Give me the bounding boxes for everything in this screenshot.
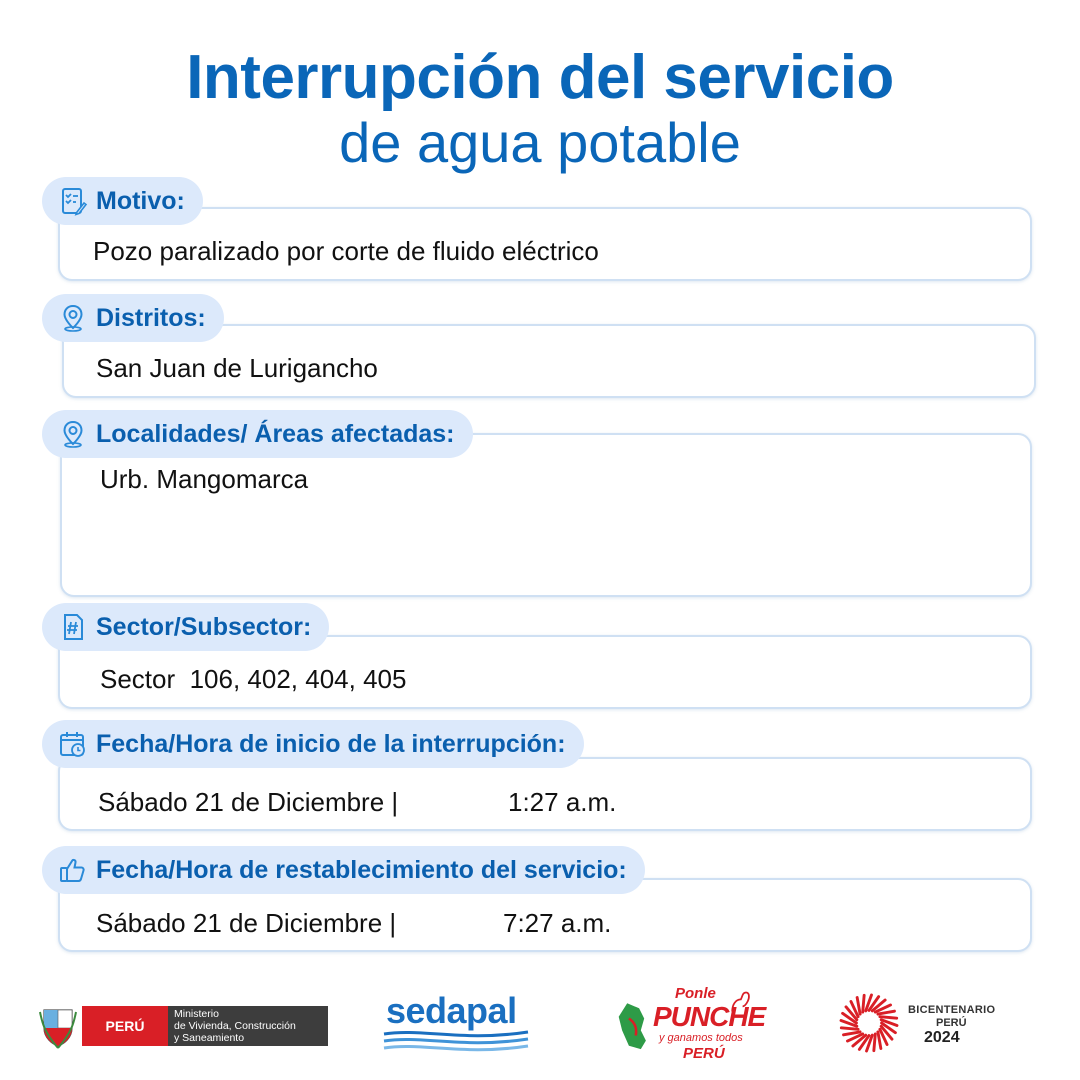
location-pin-icon: [58, 303, 88, 333]
sector-pill: [42, 603, 329, 651]
distritos-pill: [42, 294, 224, 342]
inicio-date: Sábado 21 de Diciembre |: [98, 787, 399, 817]
location-pin-icon: [58, 419, 88, 449]
ganamos-text: y ganamos todos: [659, 1032, 743, 1044]
bicentenario-label: BICENTENARIO: [908, 1004, 996, 1016]
localidades-value: Urb. Mangomarca: [100, 464, 309, 494]
ponle-text: Ponle: [675, 985, 716, 1002]
sedapal-wordmark: sedapal: [386, 990, 517, 1031]
peru-map-icon: [617, 999, 651, 1055]
restablecimiento-label: Fecha/Hora de restablecimiento del servicio:: [96, 855, 627, 884]
ministerio-box: [168, 1006, 328, 1046]
page-subtitle: de agua potable: [339, 111, 741, 174]
page-title: Interrupción del servicio: [186, 43, 894, 112]
sector-label: Sector/Subsector:: [96, 612, 312, 641]
bicentenario-logo: [838, 992, 1008, 1054]
inicio-time: 1:27 a.m.: [508, 787, 617, 817]
motivo-pill: [42, 177, 203, 225]
ministerio-line3: y Saneamiento: [174, 1032, 245, 1044]
thumbs-up-icon: [58, 855, 88, 885]
localidades-pill: [42, 410, 473, 458]
inicio-label: Fecha/Hora de inicio de la interrupción:: [96, 729, 566, 758]
water-waves-icon: [382, 1028, 532, 1058]
bicentenario-peru: PERÚ: [936, 1017, 967, 1029]
hashtag-document-icon: [58, 612, 88, 642]
calendar-clock-icon: [58, 729, 88, 759]
peru-coat-of-arms-icon: [38, 1002, 78, 1050]
punche-text: PUNCHE: [653, 1001, 766, 1032]
ministerio-logo: [38, 1002, 296, 1050]
distritos-value: San Juan de Lurigancho: [96, 353, 378, 383]
motivo-label: Motivo:: [96, 186, 185, 215]
restablecimiento-pill: [42, 846, 645, 894]
peru-label: PERÚ: [105, 1018, 145, 1034]
checklist-icon: [58, 186, 88, 216]
restablecimiento-time: 7:27 a.m.: [503, 908, 612, 938]
motivo-value: Pozo paralizado por corte de fluido eléctrico: [93, 236, 599, 266]
sedapal-logo: [382, 990, 532, 1060]
ponle-punche-logo: [615, 985, 766, 1065]
peru-box: [82, 1006, 168, 1046]
ministerio-line2: de Vivienda, Construcción: [174, 1020, 296, 1032]
bicentenario-year: 2024: [924, 1029, 960, 1046]
localidades-label: Localidades/ Áreas afectadas:: [96, 419, 455, 448]
ministerio-line1: Ministerio: [174, 1008, 219, 1020]
restablecimiento-date: Sábado 21 de Diciembre |: [96, 908, 397, 938]
inicio-pill: [42, 720, 584, 768]
flexed-arm-icon: [727, 989, 753, 1015]
sector-value: Sector 106, 402, 404, 405: [100, 664, 407, 694]
bicentenario-sunburst-icon: [838, 992, 900, 1054]
punche-peru-text: PERÚ: [683, 1045, 725, 1062]
distritos-label: Distritos:: [96, 303, 206, 332]
